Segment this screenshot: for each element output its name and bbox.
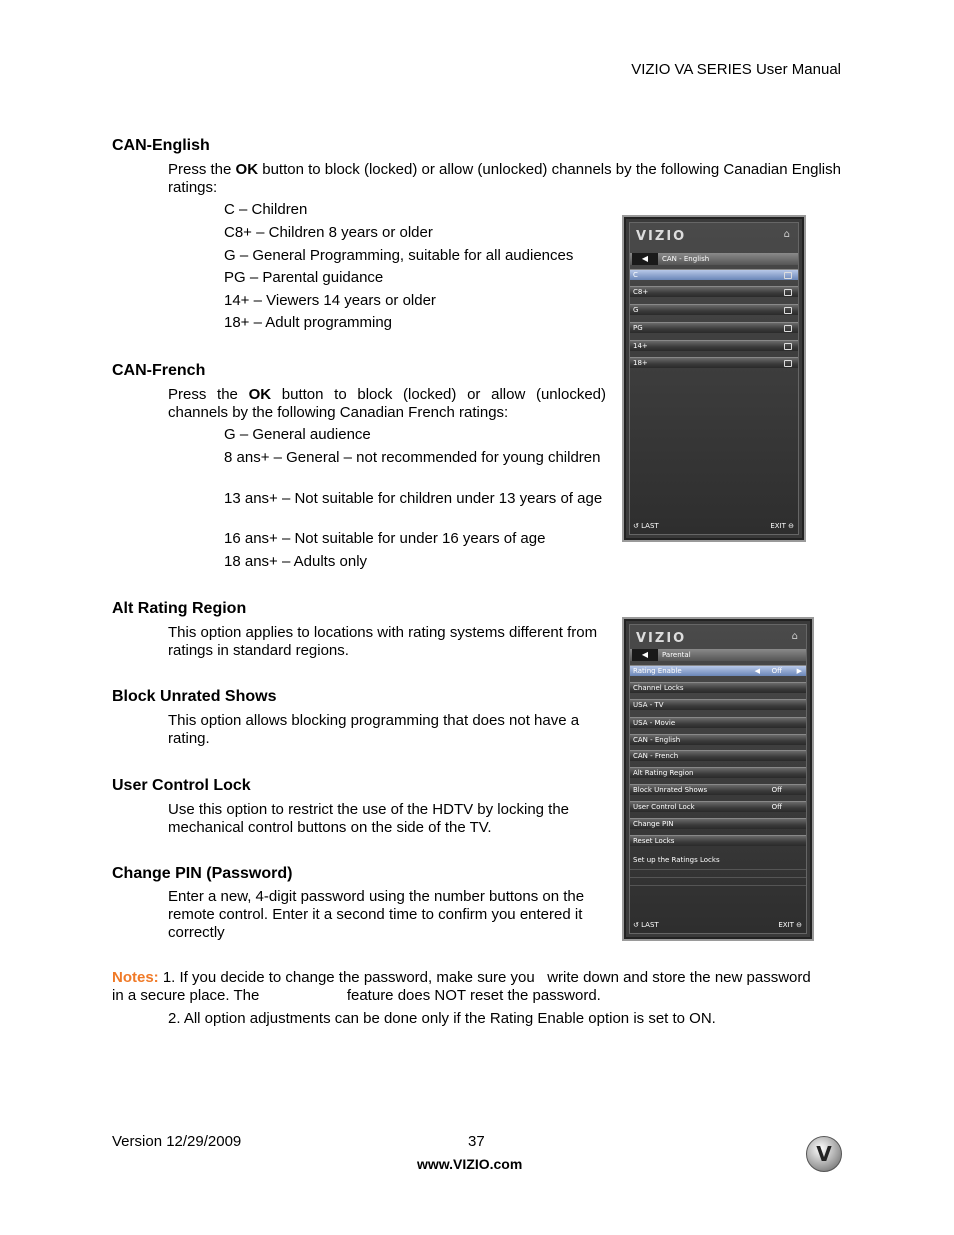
return-icon: ↺: [633, 921, 642, 929]
menu-row[interactable]: [630, 818, 806, 829]
rating-item: 13 ans+ – Not suitable for children under 13 years of age: [224, 490, 603, 507]
alt-rating-heading: Alt Rating Region: [112, 600, 247, 617]
lock-icon: [784, 343, 792, 350]
menu-row[interactable]: [630, 340, 798, 351]
can-english-intro: [168, 161, 841, 197]
block-unrated-text: This option allows blocking programming that does not have a rating.: [168, 712, 580, 747]
intro-text: Press the: [168, 161, 236, 178]
menu-row[interactable]: [630, 767, 806, 778]
intro-text: Press the: [168, 386, 249, 403]
menu-row[interactable]: [630, 269, 798, 280]
menu-row[interactable]: [630, 734, 806, 745]
row-value: Off: [771, 803, 782, 811]
divider: [630, 877, 806, 878]
exit-icon: ⊖: [793, 921, 802, 929]
rating-item: C – Children: [224, 201, 308, 218]
parental-screen: [622, 617, 814, 941]
row-label: Channel Locks: [633, 684, 684, 692]
menu-row[interactable]: [630, 322, 798, 333]
exit-label: EXIT: [778, 921, 794, 929]
rating-item: G – General audience: [224, 426, 371, 443]
notes-label: Notes:: [112, 969, 159, 986]
footer-version: Version 12/29/2009: [112, 1133, 242, 1150]
row-label: Alt Rating Region: [633, 769, 694, 777]
menu-row[interactable]: [630, 750, 806, 761]
menu-titlebar: [630, 253, 798, 265]
row-label: USA - Movie: [633, 719, 676, 727]
change-pin-text: Enter a new, 4-digit password using the number buttons on the remote control. Enter it a second time to confirm you entered it correctly: [168, 888, 585, 941]
note-1a: 1. If you decide to change the password, make sure you write down and store the new password: [158, 969, 811, 986]
lock-icon: [784, 307, 792, 314]
menu-row-rating-enable[interactable]: [630, 665, 806, 676]
note-1b: in a secure place. The feature does NOT reset the password.: [112, 987, 601, 1004]
row-label: Block Unrated Shows: [633, 786, 708, 794]
rating-item: PG – Parental guidance: [224, 269, 384, 286]
row-label: Rating Enable: [633, 667, 682, 675]
row-label: 18+: [633, 359, 648, 367]
rating-item: 16 ans+ – Not suitable for under 16 years of age: [224, 530, 546, 547]
right-arrow-icon: ▶: [796, 667, 802, 675]
lock-icon: [784, 272, 792, 279]
row-label: CAN - English: [633, 736, 681, 744]
back-arrow-icon: ◀: [632, 253, 658, 265]
page-header: VIZIO VA SERIES User Manual: [631, 61, 841, 78]
rating-item: C8+ – Children 8 years or older: [224, 224, 433, 241]
menu-title: Parental: [662, 651, 691, 659]
row-label: Change PIN: [633, 820, 674, 828]
menu-row[interactable]: [630, 286, 798, 297]
divider: [630, 885, 806, 886]
can-english-heading: CAN-English: [112, 137, 210, 154]
ok-keyword: OK: [235, 161, 259, 178]
menu-row[interactable]: [630, 304, 798, 315]
rating-item: 14+ – Viewers 14 years or older: [224, 292, 436, 309]
row-label: C: [633, 271, 638, 279]
exit-button[interactable]: [778, 921, 802, 929]
last-button[interactable]: [633, 921, 659, 929]
row-label: Reset Locks: [633, 837, 675, 845]
menu-row[interactable]: [630, 357, 798, 368]
intro-text: button to block (locked) or allow (unlocked) channels by the following Canadian French ratings:: [168, 386, 607, 421]
exit-button[interactable]: [770, 522, 794, 530]
last-label: LAST: [641, 921, 659, 929]
exit-label: EXIT: [770, 522, 786, 530]
menu-row[interactable]: [630, 801, 806, 812]
block-unrated-heading: Block Unrated Shows: [112, 688, 277, 705]
lock-icon: [784, 289, 792, 296]
vizio-logo: VIZIO: [636, 229, 687, 244]
rating-item: G – General Programming, suitable for all audiences: [224, 247, 574, 264]
change-pin-heading: Change PIN (Password): [112, 865, 293, 882]
row-label: CAN - French: [633, 752, 679, 760]
left-arrow-icon: ◀: [754, 667, 760, 675]
menu-row[interactable]: [630, 699, 806, 710]
menu-titlebar: [630, 649, 806, 661]
back-arrow-icon: ◀: [632, 649, 658, 661]
last-button[interactable]: [633, 522, 659, 530]
screen-body: [629, 624, 807, 934]
menu-title: CAN - English: [662, 255, 710, 263]
can-french-intro: [168, 386, 606, 422]
rating-item: 18+ – Adult programming: [224, 314, 393, 331]
vizio-logo: VIZIO: [636, 631, 687, 646]
lock-icon: [784, 325, 792, 332]
intro-text: button to block (locked) or allow (unlocked) channels by the following Canadian English ratings:: [168, 161, 841, 196]
can-french-heading: CAN-French: [112, 362, 206, 379]
user-control-text: Use this option to restrict the use of the HDTV by locking the mechanical control buttons on the side of the TV.: [168, 801, 570, 836]
rating-item: 18 ans+ – Adults only: [224, 553, 368, 570]
page-number: 37: [468, 1133, 485, 1150]
row-label: C8+: [633, 288, 649, 296]
can-english-screen: [622, 215, 806, 542]
home-icon: ⌂: [791, 631, 798, 642]
menu-row[interactable]: [630, 717, 806, 728]
menu-row[interactable]: [630, 835, 806, 846]
row-value: Off: [771, 667, 782, 675]
menu-row[interactable]: [630, 784, 806, 795]
last-label: LAST: [641, 522, 659, 530]
return-icon: ↺: [633, 522, 642, 530]
note-2: 2. All option adjustments can be done only if the Rating Enable option is set to ON.: [168, 1010, 716, 1027]
row-label: User Control Lock: [633, 803, 695, 811]
logo-letter: V: [816, 1142, 832, 1166]
notes: [112, 969, 847, 1005]
row-label: USA - TV: [633, 701, 664, 709]
row-value: Off: [771, 786, 782, 794]
ok-keyword: OK: [248, 386, 272, 403]
divider: [630, 869, 806, 870]
row-label: 14+: [633, 342, 648, 350]
footer-url[interactable]: www.VIZIO.com: [417, 1156, 523, 1172]
menu-description: Set up the Ratings Locks: [633, 856, 720, 864]
rating-item: 8 ans+ – General – not recommended for young children: [224, 449, 601, 466]
exit-icon: ⊖: [785, 522, 794, 530]
alt-rating-text: This option applies to locations with rating systems different from ratings in standard regions.: [168, 624, 598, 659]
user-control-heading: User Control Lock: [112, 777, 251, 794]
row-label: PG: [633, 324, 643, 332]
home-icon: ⌂: [783, 229, 790, 240]
vizio-v-logo: [806, 1136, 842, 1172]
row-label: G: [633, 306, 639, 314]
menu-row[interactable]: [630, 682, 806, 693]
lock-icon: [784, 360, 792, 367]
screen-body: [629, 222, 799, 535]
